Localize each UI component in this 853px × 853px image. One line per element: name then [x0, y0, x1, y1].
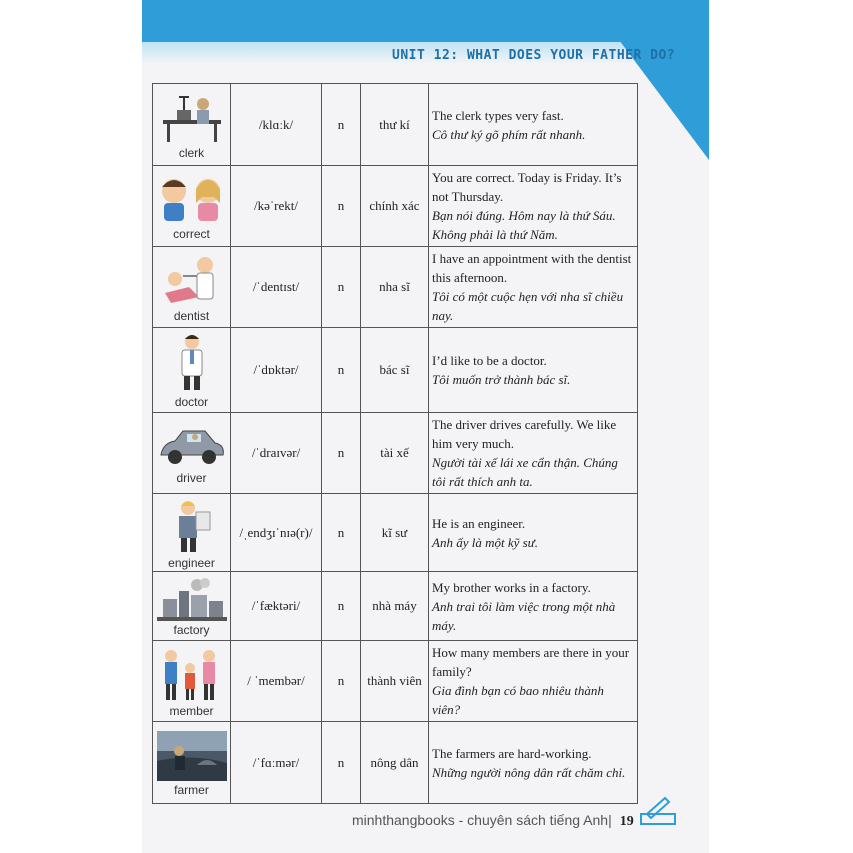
pen-writing-icon	[639, 796, 681, 826]
vocab-word: factory	[173, 623, 210, 637]
farmer-photo-icon	[157, 731, 227, 781]
part-of-speech-cell: n	[322, 166, 361, 247]
example-en: The clerk types very fast.	[432, 107, 564, 123]
part-of-speech-cell: n	[322, 641, 361, 722]
example-en: He is an engineer.	[432, 515, 526, 531]
vocab-word: member	[169, 704, 214, 718]
example-en: The driver drives carefully. We like him very much.	[432, 417, 617, 451]
page-footer	[352, 812, 634, 830]
page-number: 19	[619, 814, 634, 829]
picture-cell	[153, 413, 231, 494]
vocab-word: driver	[176, 471, 207, 485]
example-en: The farmers are hard-working.	[432, 745, 592, 761]
example-en: You are correct. Today is Friday. It’s not Thursday.	[432, 170, 622, 204]
ipa-cell: /ˈdraɪvər/	[231, 413, 322, 494]
vocab-word: engineer	[168, 555, 215, 570]
meaning-cell: nhà máy	[361, 572, 429, 641]
table-row	[153, 641, 638, 722]
part-of-speech-cell: n	[322, 84, 361, 166]
example-vi: Gia đình bạn có bao nhiêu thành viên?	[432, 683, 604, 717]
example-cell	[429, 413, 638, 494]
ipa-cell: /ˈdɒktər/	[231, 328, 322, 413]
example-cell	[429, 494, 638, 572]
part-of-speech-cell: n	[322, 413, 361, 494]
example-vi: Bạn nói đúng. Hôm nay là thứ Sáu. Không phải là thứ Năm.	[432, 208, 616, 242]
example-vi: Tôi có một cuộc hẹn với nha sĩ chiều nay.	[432, 289, 624, 323]
car-icon	[157, 423, 227, 469]
footer-separator: |	[608, 812, 612, 828]
picture-cell	[153, 84, 231, 166]
picture-cell	[153, 166, 231, 247]
ipa-cell: /ˈfɑːmər/	[231, 722, 322, 804]
example-cell	[429, 166, 638, 247]
table-row	[153, 722, 638, 804]
picture-cell	[153, 328, 231, 413]
example-cell	[429, 641, 638, 722]
meaning-cell: nông dân	[361, 722, 429, 804]
picture-cell	[153, 722, 231, 804]
table-row	[153, 328, 638, 413]
doctor-icon	[172, 333, 212, 393]
ipa-cell: /ˌendʒɪˈnɪə(r)/	[231, 494, 322, 572]
ipa-cell: /ˈfæktəri/	[231, 572, 322, 641]
part-of-speech-cell: n	[322, 572, 361, 641]
meaning-cell: nha sĩ	[361, 247, 429, 328]
example-vi: Người tài xế lái xe cẩn thận. Chúng tôi rất thích anh ta.	[432, 455, 618, 489]
vocabulary-table	[152, 83, 638, 804]
meaning-cell: chính xác	[361, 166, 429, 247]
example-en: How many members are there in your family?	[432, 645, 630, 679]
part-of-speech-cell: n	[322, 328, 361, 413]
example-cell	[429, 328, 638, 413]
example-vi: Những người nông dân rất chăm chỉ.	[432, 764, 626, 780]
ipa-cell: /klɑːk/	[231, 84, 322, 166]
example-vi: Anh ấy là một kỹ sư.	[432, 534, 539, 550]
part-of-speech-cell: n	[322, 722, 361, 804]
table-row	[153, 572, 638, 641]
ipa-cell: /kəˈrekt/	[231, 166, 322, 247]
example-cell	[429, 572, 638, 641]
footer-brand: minhthangbooks - chuyên sách tiếng Anh	[352, 812, 609, 828]
kids-talking-icon	[156, 173, 228, 225]
part-of-speech-cell: n	[322, 494, 361, 572]
example-vi: Anh trai tôi làm việc trong một nhà máy.	[432, 598, 616, 633]
vocab-word: doctor	[174, 395, 209, 409]
table-row	[153, 166, 638, 247]
example-cell	[429, 247, 638, 328]
picture-cell	[153, 641, 231, 722]
example-vi: Cô thư ký gõ phím rất nhanh.	[432, 126, 586, 142]
family-icon	[157, 646, 227, 702]
table-row	[153, 84, 638, 166]
clerk-desk-icon	[159, 92, 225, 144]
meaning-cell: kĩ sư	[361, 494, 429, 572]
table-row	[153, 413, 638, 494]
example-en: My brother works in a factory.	[432, 579, 591, 595]
factory-icon	[157, 577, 227, 621]
table-row	[153, 247, 638, 328]
picture-cell	[153, 247, 231, 328]
meaning-cell: tài xế	[361, 413, 429, 494]
example-en: I’d like to be a doctor.	[432, 353, 547, 368]
vocab-word: clerk	[178, 145, 205, 160]
picture-cell	[153, 494, 231, 572]
unit-title: UNIT 12: WHAT DOES YOUR FATHER DO?	[392, 48, 676, 63]
book-page	[142, 0, 709, 853]
example-cell	[429, 722, 638, 804]
meaning-cell: bác sĩ	[361, 328, 429, 413]
example-cell	[429, 84, 638, 166]
dentist-icon	[159, 253, 225, 307]
example-vi: Tôi muốn trở thành bác sĩ.	[432, 372, 571, 387]
table-row	[153, 494, 638, 572]
engineer-icon	[170, 498, 214, 554]
vocab-word: correct	[173, 227, 210, 241]
vocab-word: farmer	[174, 782, 209, 797]
ipa-cell: / ˈmembər/	[231, 641, 322, 722]
meaning-cell: thành viên	[361, 641, 429, 722]
vocab-word: dentist	[173, 309, 210, 323]
meaning-cell: thư kí	[361, 84, 429, 166]
part-of-speech-cell: n	[322, 247, 361, 328]
ipa-cell: /ˈdentɪst/	[231, 247, 322, 328]
example-en: I have an appointment with the dentist this afternoon.	[432, 251, 632, 285]
picture-cell	[153, 572, 231, 641]
